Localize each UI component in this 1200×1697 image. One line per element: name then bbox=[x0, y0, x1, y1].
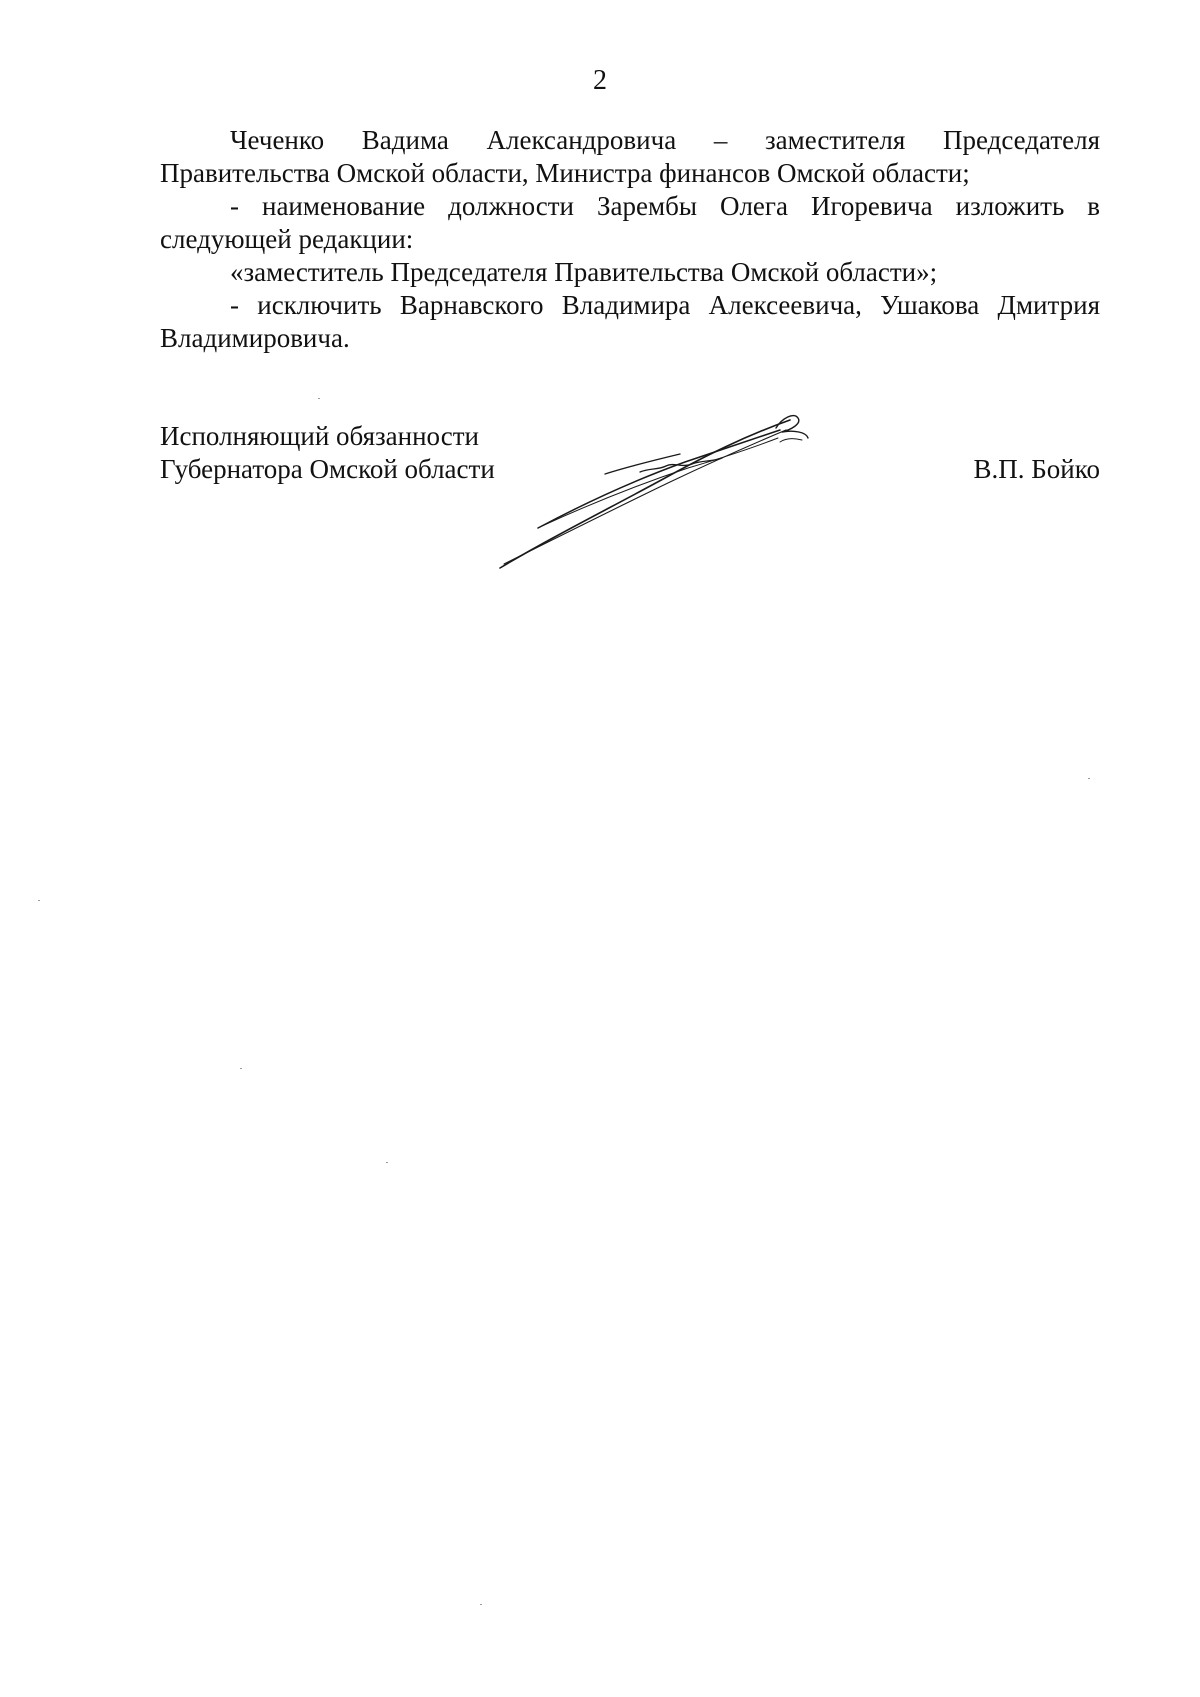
signatory-title-line-2: Губернатора Омской области bbox=[160, 454, 495, 484]
handwritten-signature bbox=[490, 408, 830, 578]
signatory-title-line-1: Исполняющий обязанности bbox=[160, 421, 479, 451]
paragraph-chechenko: Чеченко Вадима Александровича – заместителя Председателя Правительства Омской области, Министра финансов Омской области; bbox=[160, 125, 1100, 188]
paragraph-new-title: «заместитель Председателя Правительства Омской области»; bbox=[230, 257, 938, 287]
signatory-name: В.П. Бойко bbox=[973, 454, 1100, 484]
paragraph-zaremba: - наименование должности Зарембы Олега Игоревича изложить в следующей редакции: bbox=[160, 191, 1100, 254]
scan-speck bbox=[386, 1162, 388, 1163]
paragraph-exclude: - исключить Варнавского Владимира Алексеевича, Ушакова Дмитрия Владимировича. bbox=[160, 290, 1100, 353]
scan-speck bbox=[38, 900, 40, 901]
page-number: 2 bbox=[593, 65, 607, 96]
body-text bbox=[160, 124, 1100, 355]
scan-speck bbox=[480, 1604, 482, 1605]
scan-speck bbox=[1088, 778, 1090, 779]
scan-speck bbox=[240, 1068, 242, 1069]
scan-speck bbox=[318, 398, 320, 399]
